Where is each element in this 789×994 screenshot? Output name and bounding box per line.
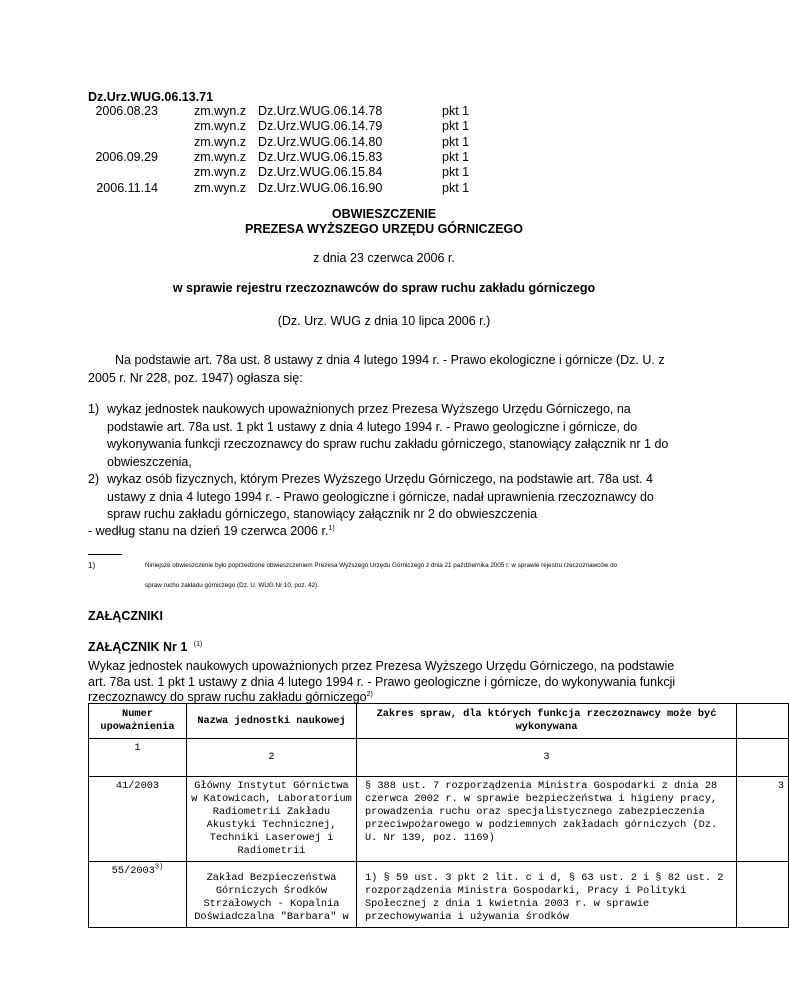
heading-subject: w sprawie rejestru rzeczoznawców do spraw ruchu zakładu górniczego [172, 281, 596, 295]
table-col-number-row [89, 739, 789, 777]
amendment-ref: Dz.Urz.WUG.06.16.90 [258, 180, 383, 195]
amendment-type: zm.wyn.z [194, 134, 247, 149]
heading-authority: PREZESA WYŻSZEGO URZĘDU GÓRNICZEGO [244, 222, 524, 236]
authorization-table [88, 703, 789, 928]
attachment-1-title: ZAŁĄCZNIK Nr 1 [88, 640, 188, 654]
header-scope: Zakres spraw, dla których funkcja rzeczoznawcy może być wykonywana [357, 704, 737, 739]
amendment-type: zm.wyn.z [194, 180, 247, 195]
amendment-date: 2006.11.14 [96, 180, 158, 195]
attachments-heading: ZAŁĄCZNIKI [88, 609, 163, 623]
table-row [89, 862, 789, 928]
heading-source: (Dz. Urz. WUG z dnia 10 lipca 2006 r.) [277, 314, 491, 328]
amendment-ref: Dz.Urz.WUG.06.14.80 [258, 134, 383, 149]
col-number-2: 2 [187, 739, 357, 777]
row-1-extra: 3 [737, 777, 789, 862]
intro-line-2: 2005 r. Nr 228, poz. 1947) ogłasza się: [88, 371, 303, 385]
row-2-unit-name: Zakład Bezpieczeństwa Górniczych Środków Strzałowych - Kopalnia Doświadczalna "Barbara" w [187, 862, 357, 928]
item-1-line-2: podstawie art. 78a ust. 1 pkt 1 ustawy z dnia 4 lutego 1994 r. - Prawo geologiczne i górnicze, do [107, 420, 638, 434]
row-2-scope: 1) § 59 ust. 3 pkt 2 lit. c i d, § 63 ust. 2 i § 82 ust. 2 rozporządzenia Ministra Gospodarki, Pracy i Polityki Społecznej z dnia 1 kwietnia 2003 r. w sprawie przechowywania i używania środków [357, 862, 737, 928]
amendment-date: 2006.08.23 [95, 104, 158, 118]
item-2-number: 2) [88, 472, 100, 486]
item-1-line-1: wykaz jednostek naukowych upoważnionych przez Prezesa Wyższego Urzędu Górniczego, na [107, 402, 631, 416]
attachment-1-desc-text: rzeczoznawcy do spraw ruchu zakładu górniczego [88, 690, 367, 704]
attachment-1-desc-line-3 [88, 690, 373, 704]
header-number: Numer upoważnienia [89, 704, 187, 739]
col-number-4 [737, 739, 789, 777]
attachment-1-heading [88, 640, 202, 654]
footnote-line-1: Niniejsze obwieszczenie było poprzedzone obwieszczeniem Prezesa Wyższego Urzędu Górniczego z dnia 21 października 2005 r. w sprawie rejestru rzeczoznawców do [145, 562, 618, 569]
closing-footnote-ref[interactable]: 1) [328, 524, 335, 532]
item-1-line-4: obwieszczenia, [107, 455, 192, 469]
table-row [89, 777, 789, 862]
heading-date: z dnia 23 czerwca 2006 r. [313, 251, 455, 265]
footnote-divider [88, 554, 122, 555]
table-header-row [89, 704, 789, 739]
row-1-scope: § 388 ust. 7 rozporządzenia Ministra Gospodarki z dnia 28 czerwca 2002 r. w sprawie bezpieczeństwa i higieny pracy, prowadzenia ruchu oraz specjalistycznego zabezpieczenia przeciwpożarowego w podziemnych zakładach górniczych (Dz. U. Nr 139, poz. 1169) [357, 777, 737, 862]
col-number-1: 1 [89, 739, 187, 777]
intro-line-1: Na podstawie art. 78a ust. 8 ustawy z dnia 4 lutego 1994 r. - Prawo ekologiczne i górnicze (Dz. U. z [115, 353, 665, 367]
closing-text: - według stanu na dzień 19 czerwca 2006 r. [88, 524, 329, 538]
amendment-ref: Dz.Urz.WUG.06.15.84 [258, 165, 383, 180]
row-1-unit-name: Główny Instytut Górnictwa w Katowicach, Laboratorium Radiometrii Zakładu Akustyki Technicznej, Techniki Laserowej i Radiometrii [187, 777, 357, 862]
amendment-pkt: pkt 1 [442, 180, 470, 195]
amendment-type: zm.wyn.z [194, 149, 247, 164]
item-2-line-2: ustawy z dnia 4 lutego 1994 r. - Prawo geologiczne i górnicze, nadał uprawnienia rzeczoznawcy do [107, 490, 654, 504]
amendment-type: zm.wyn.z [194, 165, 247, 180]
amendment-type: zm.wyn.z [194, 119, 247, 134]
item-1-number: 1) [88, 402, 100, 416]
amendment-type: zm.wyn.z [194, 104, 247, 118]
row-2-number: 55/2003 [111, 865, 155, 877]
document-id: Dz.Urz.WUG.06.13.71 [88, 90, 214, 104]
item-1-line-3: wykonywania funkcji rzeczoznawcy do spraw ruchu zakładu górniczego, stanowiący załącznik nr 1 do [107, 437, 669, 451]
row-2-footnote-ref[interactable]: 3) [154, 863, 164, 872]
item-2-line-1: wykaz osób fizycznych, którym Prezes Wyższego Urzędu Górniczego, na podstawie art. 78a ust. 4 [107, 472, 653, 486]
row-1-number: 41/2003 [89, 777, 187, 862]
footnote-marker: 1) [88, 561, 96, 570]
amendment-pkt: pkt 1 [442, 134, 470, 149]
row-2-number-cell [89, 862, 187, 928]
attachment-1-desc-line-1: Wykaz jednostek naukowych upoważnionych przez Prezesa Wyższego Urzędu Górniczego, na podstawie [88, 659, 675, 673]
amendment-pkt: pkt 1 [442, 104, 470, 118]
header-extra [737, 704, 789, 739]
amendment-pkt: pkt 1 [442, 165, 470, 180]
attachment-1-desc-footnote-ref[interactable]: 2) [366, 690, 373, 698]
amendment-ref: Dz.Urz.WUG.06.15.83 [258, 149, 383, 164]
attachment-1-footnote-ref[interactable]: (1) [193, 640, 203, 648]
footnote-line-2: spraw ruchu zakładu górniczego (Dz. U. WUG Nr 10, poz. 42). [145, 582, 319, 589]
closing-line [88, 524, 335, 538]
heading-title: OBWIESZCZENIE [331, 207, 437, 221]
item-2-line-3: spraw ruchu zakładu górniczego, stanowiący załącznik nr 2 do obwieszczenia [107, 507, 538, 521]
amendment-ref: Dz.Urz.WUG.06.14.79 [258, 119, 383, 134]
attachment-1-desc-line-2: art. 78a ust. 1 pkt 1 ustawy z dnia 4 lutego 1994 r. - Prawo geologiczne i górnicze, do wykonywania funkcji [88, 675, 676, 689]
header-unit-name: Nazwa jednostki naukowej [187, 704, 357, 739]
amendment-pkt: pkt 1 [442, 149, 470, 164]
col-number-3: 3 [357, 739, 737, 777]
row-2-extra [737, 862, 789, 928]
amendment-ref: Dz.Urz.WUG.06.14.78 [258, 104, 383, 118]
amendment-pkt: pkt 1 [442, 119, 470, 134]
amendment-date: 2006.09.29 [95, 149, 158, 164]
